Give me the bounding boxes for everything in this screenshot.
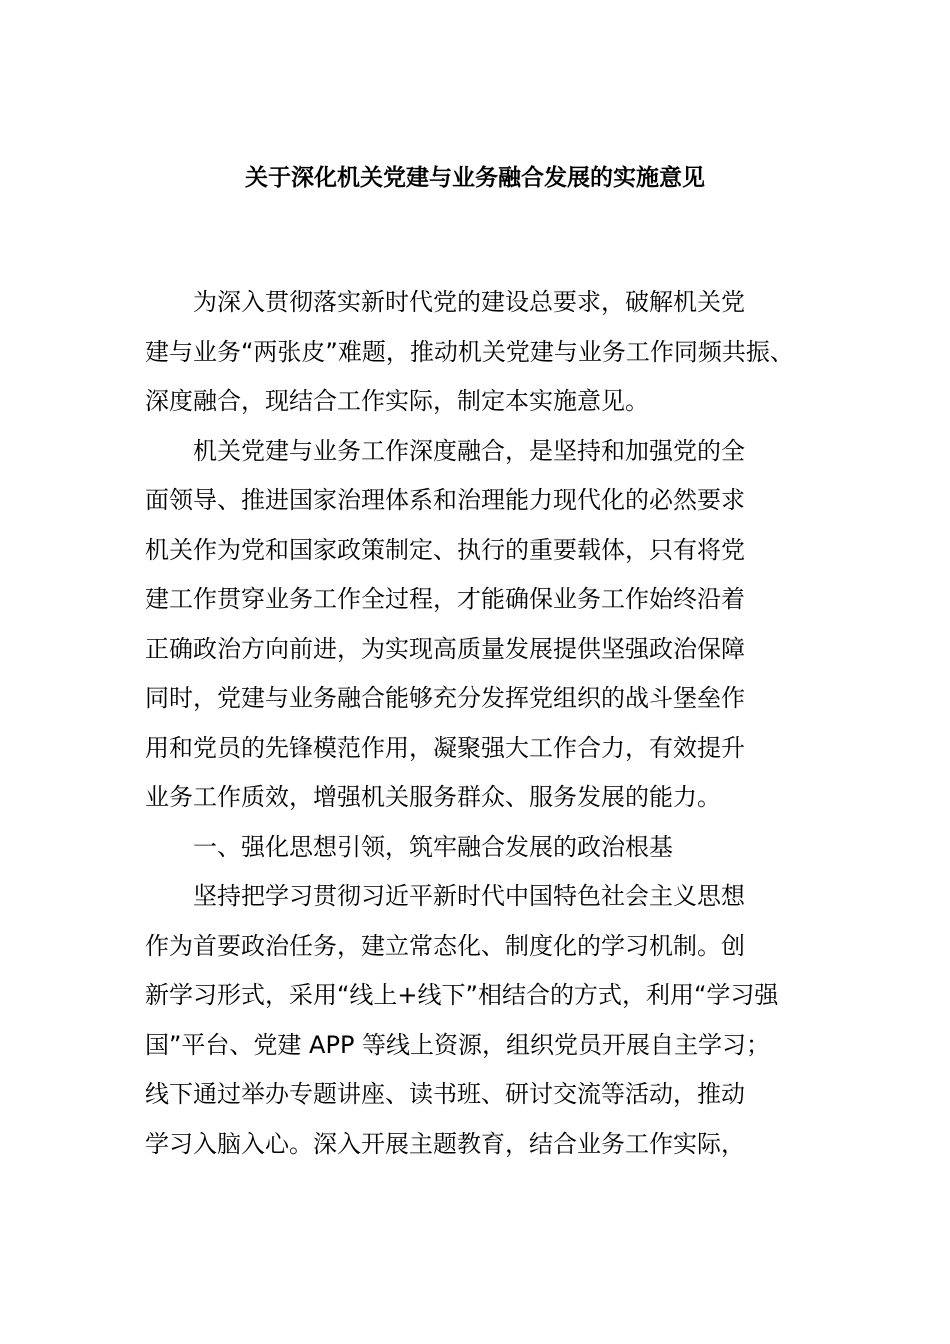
text-line: 国”平台、党建 APP 等线上资源，组织党员开展自主学习； [145,1030,771,1059]
text-line: 正确政治方向前进，为实现高质量发展提供坚强政治保障 [145,634,745,663]
text-line: 建工作贯穿业务工作全过程，才能确保业务工作始终沿着 [145,585,745,613]
text-line: 新学习形式，采用“线上+线下”相结合的方式，利用“学习强 [145,981,779,1009]
text-line: 用和党员的先锋模范作用，凝聚强大工作合力，有效提升 [145,733,745,762]
text-line: 业务工作质效，增强机关服务群众、服务发展的能力。 [145,783,721,811]
text-line: 线下通过举办专题讲座、读书班、研讨交流等活动，推动 [145,1080,745,1108]
text-line: 作为首要政治任务，建立常态化、制度化的学习机制。创 [145,931,745,960]
text-line: 同时，党建与业务融合能够充分发挥党组织的战斗堡垒作 [145,684,745,712]
text-line: 面领导、推进国家治理体系和治理能力现代化的必然要求 [145,486,745,514]
document-title: 关于深化机关党建与业务融合发展的实施意见 [245,165,705,191]
document-body [145,282,825,1173]
text-line: 机关党建与业务工作深度融合，是坚持和加强党的全 [193,436,745,465]
text-line: 为深入贯彻落实新时代党的建设总要求，破解机关党 [193,288,745,316]
text-line: 一、强化思想引领，筑牢融合发展的政治根基 [193,832,673,861]
text-line: 学习入脑入心。深入开展主题教育，结合业务工作实际， [145,1129,745,1158]
text-line: 坚持把学习贯彻习近平新时代中国特色社会主义思想 [193,882,745,910]
text-line: 机关作为党和国家政策制定、执行的重要载体，只有将党 [145,535,745,564]
text-line: 深度融合，现结合工作实际，制定本实施意见。 [145,387,649,415]
text-line: 建与业务“两张皮”难题，推动机关党建与业务工作同频共振、 [145,337,794,366]
